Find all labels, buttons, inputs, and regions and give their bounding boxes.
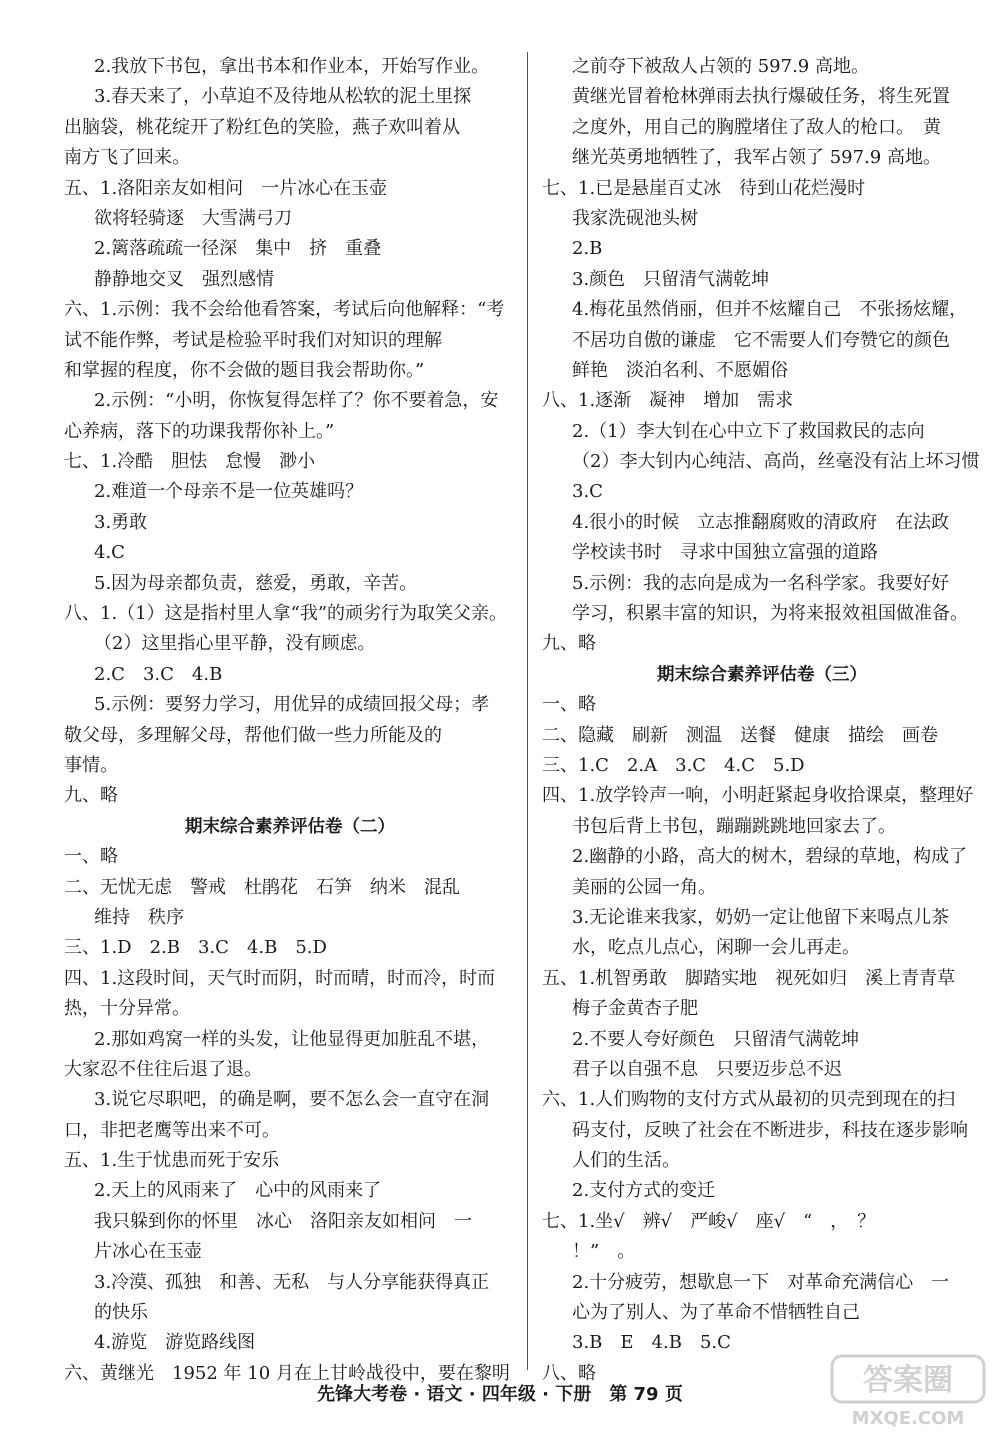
answer-line: 梅子金黄杏子肥 bbox=[572, 998, 698, 1020]
answer-line: 我只躲到你的怀里 冰心 洛阳亲友如相问 一 bbox=[94, 1210, 472, 1232]
watermark-url: MXQE.COM bbox=[851, 1408, 965, 1429]
section-title: 期末综合素养评估卷（二） bbox=[185, 816, 395, 837]
answer-line: 2.不要人夸好颜色 只留清气满乾坤 bbox=[572, 1028, 860, 1050]
answer-line: 4.游览 游览路线图 bbox=[94, 1332, 256, 1354]
answer-line: 2.天上的风雨来了 心中的风雨来了 bbox=[94, 1180, 382, 1202]
answer-line: 事情。 bbox=[64, 754, 118, 776]
answer-line: 和掌握的程度，你不会做的题目我会帮助你。” bbox=[64, 359, 425, 381]
answer-line: 六、1.示例：我不会给他看答案，考试后向他解释：“考 bbox=[64, 299, 505, 321]
answer-line: 出脑袋，桃花绽开了粉红色的笑脸，燕子欢叫着从 bbox=[64, 116, 460, 138]
answer-line: 敬父母，多理解父母，帮他们做一些力所能及的 bbox=[64, 724, 442, 746]
answer-line: 鲜艳 淡泊名利、不愿媚俗 bbox=[572, 359, 788, 381]
answer-line: 2.那如鸡窝一样的头发，让他显得更加脏乱不堪， bbox=[94, 1028, 490, 1050]
answer-line: 4.很小的时候 立志推翻腐败的清政府 在法政 bbox=[572, 511, 950, 533]
answer-line: 3.无论谁来我家，奶奶一定让他留下来喝点儿茶 bbox=[572, 906, 950, 928]
answer-line: 口，非把老鹰等出来不可。 bbox=[64, 1119, 280, 1141]
answer-line: 3.B E 4.B 5.C bbox=[572, 1332, 731, 1354]
answer-line: 六、黄继光 1952 年 10 月在上甘岭战役中，要在黎明 bbox=[64, 1362, 510, 1384]
answer-line: 试不能作弊，考试是检验平时我们对知识的理解 bbox=[64, 329, 442, 351]
answer-line: 九、略 bbox=[542, 633, 596, 655]
answer-line: 心为了别人、为了革命不惜牺牲自己 bbox=[572, 1302, 860, 1324]
answer-line: 3.颜色 只留清气满乾坤 bbox=[572, 268, 770, 290]
answer-line: （2）这里指心里平静，没有顾虑。 bbox=[94, 633, 376, 655]
answer-line: 学校读书时 寻求中国独立富强的道路 bbox=[572, 542, 878, 564]
answer-line: 五、1.生于忧患而死于安乐 bbox=[64, 1150, 280, 1172]
answer-line: 码支付，反映了社会在不断进步，科技在逐步影响 bbox=[572, 1119, 968, 1141]
answer-line: 八、1.（1）这是指村里人拿“我”的顽劣行为取笑父亲。 bbox=[64, 603, 508, 625]
answer-line: 南方飞了回来。 bbox=[64, 147, 190, 169]
answer-line: 的快乐 bbox=[94, 1302, 148, 1324]
answer-line: 2.幽静的小路，高大的树木，碧绿的草地，构成了 bbox=[572, 846, 968, 868]
answer-line: 片冰心在玉壶 bbox=[94, 1241, 202, 1263]
column-divider bbox=[527, 52, 528, 1370]
section-title: 期末综合素养评估卷（三） bbox=[657, 664, 867, 685]
answer-line: 5.示例：要努力学习，用优异的成绩回报父母；孝 bbox=[94, 694, 490, 716]
answer-line: 不居功自傲的谦虚 它不需要人们夸赞它的颜色 bbox=[572, 329, 950, 351]
answer-line: 2.难道一个母亲不是一位英雄吗？ bbox=[94, 481, 364, 503]
answer-line: 二、隐藏 刷新 测温 送餐 健康 描绘 画卷 bbox=[542, 724, 938, 746]
answer-line: 学习，积累丰富的知识，为将来报效祖国做准备。 bbox=[572, 603, 968, 625]
answer-line: 4.梅花虽然俏丽，但并不炫耀自己 不张扬炫耀， bbox=[572, 299, 968, 321]
right-column bbox=[542, 52, 982, 1389]
answer-line: 八、略 bbox=[542, 1362, 596, 1384]
answer-line: 2.我放下书包，拿出书本和作业本，开始写作业。 bbox=[94, 56, 490, 77]
answer-line: 君子以自强不息 只要迈步总不迟 bbox=[572, 1058, 842, 1080]
answer-line: 3.C bbox=[572, 481, 603, 503]
answer-line: 一、略 bbox=[542, 694, 596, 716]
answer-line: 四、1.这段时间，天气时而阴，时而晴，时而冷，时而 bbox=[64, 967, 496, 989]
answer-line: 六、1.人们购物的支付方式从最初的贝壳到现在的扫 bbox=[542, 1089, 956, 1111]
answer-line: 心养病，落下的功课我帮你补上。” bbox=[64, 420, 335, 442]
answer-line: 七、1.冷酷 胆怯 怠慢 渺小 bbox=[64, 451, 316, 473]
answer-line: 我家洗砚池头树 bbox=[572, 207, 698, 229]
answer-line: 五、1.机智勇敢 脚踏实地 视死如归 溪上青青草 bbox=[542, 967, 956, 989]
answer-line: 七、1.坐√ 辨√ 严峻√ 座√ “ ， ？ bbox=[542, 1210, 876, 1232]
answer-line: 2.（1）李大钊在心中立下了救国救民的志向 bbox=[572, 420, 925, 442]
answer-line: 3.春天来了，小草迫不及待地从松软的泥土里探 bbox=[94, 86, 472, 108]
answer-line: 静静地交叉 强烈感情 bbox=[94, 268, 274, 290]
answer-line: 黄继光冒着枪林弹雨去执行爆破任务，将生死置 bbox=[572, 86, 950, 108]
answer-line: 之度外，用自己的胸膛堵住了敌人的枪口。 黄 bbox=[572, 116, 941, 138]
page-footer: 先锋大考卷 · 语文 · 四年级 · 下册 第 79 页 bbox=[317, 1384, 683, 1405]
answer-line: 5.因为母亲都负责，慈爱，勇敢，辛苦。 bbox=[94, 572, 418, 594]
answer-line: ！” 。 bbox=[572, 1241, 636, 1263]
answer-line: 3.冷漠、孤独 和善、无私 与人分享能获得真正 bbox=[94, 1271, 490, 1293]
watermark-title: 答案圈 bbox=[863, 1363, 953, 1398]
answer-line: 2.篱落疏疏一径深 集中 挤 重叠 bbox=[94, 238, 382, 260]
answer-line: 四、1.放学铃声一响，小明赶紧起身收拾课桌，整理好 bbox=[542, 785, 974, 807]
watermark-logo bbox=[828, 1352, 988, 1432]
left-column bbox=[64, 52, 516, 1389]
answer-line: 热，十分异常。 bbox=[64, 998, 190, 1020]
answer-line: 三、1.D 2.B 3.C 4.B 5.D bbox=[64, 937, 327, 959]
answer-line: 继光英勇地牺牲了，我军占领了 597.9 高地。 bbox=[572, 147, 941, 169]
answer-line: 五、1.洛阳亲友如相问 一片冰心在玉壶 bbox=[64, 177, 388, 199]
answer-line: 4.C bbox=[94, 542, 125, 564]
answer-line: 2.B bbox=[572, 238, 603, 260]
answer-line: 2.示例：“小明，你恢复得怎样了？你不要着急，安 bbox=[94, 390, 499, 412]
answer-line: 2.C 3.C 4.B bbox=[94, 663, 223, 685]
answer-line: 三、1.C 2.A 3.C 4.C 5.D bbox=[542, 754, 805, 776]
answer-line: 3.说它尽职吧，的确是啊，要不怎么会一直守在洞 bbox=[94, 1089, 490, 1111]
answer-line: （2）李大钊内心纯洁、高尚，丝毫没有沾上坏习惯 bbox=[572, 451, 980, 473]
answer-line: 七、1.已是悬崖百丈冰 待到山花烂漫时 bbox=[542, 177, 866, 199]
answer-line: 2.十分疲劳，想歇息一下 对革命充满信心 一 bbox=[572, 1271, 950, 1293]
answer-line: 水，吃点儿点心，闲聊一会儿再走。 bbox=[572, 937, 860, 959]
answer-line: 书包后背上书包，蹦蹦跳跳地回家去了。 bbox=[572, 815, 896, 837]
answer-line: 大家忍不住往后退了退。 bbox=[64, 1058, 262, 1080]
answer-line: 5.示例：我的志向是成为一名科学家。我要好好 bbox=[572, 572, 950, 594]
answer-line: 2.支付方式的变迁 bbox=[572, 1180, 716, 1202]
answer-line: 一、略 bbox=[64, 846, 118, 868]
answer-line: 二、无忧无虑 警戒 杜鹃花 石笋 纳米 混乱 bbox=[64, 876, 460, 898]
answer-line: 美丽的公园一角。 bbox=[572, 876, 716, 898]
answer-line: 3.勇敢 bbox=[94, 511, 148, 533]
answer-line: 之前夺下被敌人占领的 597.9 高地。 bbox=[572, 56, 869, 77]
answer-line: 人们的生活。 bbox=[572, 1150, 680, 1172]
answer-line: 八、1.逐渐 凝神 增加 需求 bbox=[542, 390, 794, 412]
answer-line: 欲将轻骑逐 大雪满弓刀 bbox=[94, 207, 292, 229]
answer-line: 九、略 bbox=[64, 785, 118, 807]
answer-line: 维持 秩序 bbox=[94, 906, 184, 928]
